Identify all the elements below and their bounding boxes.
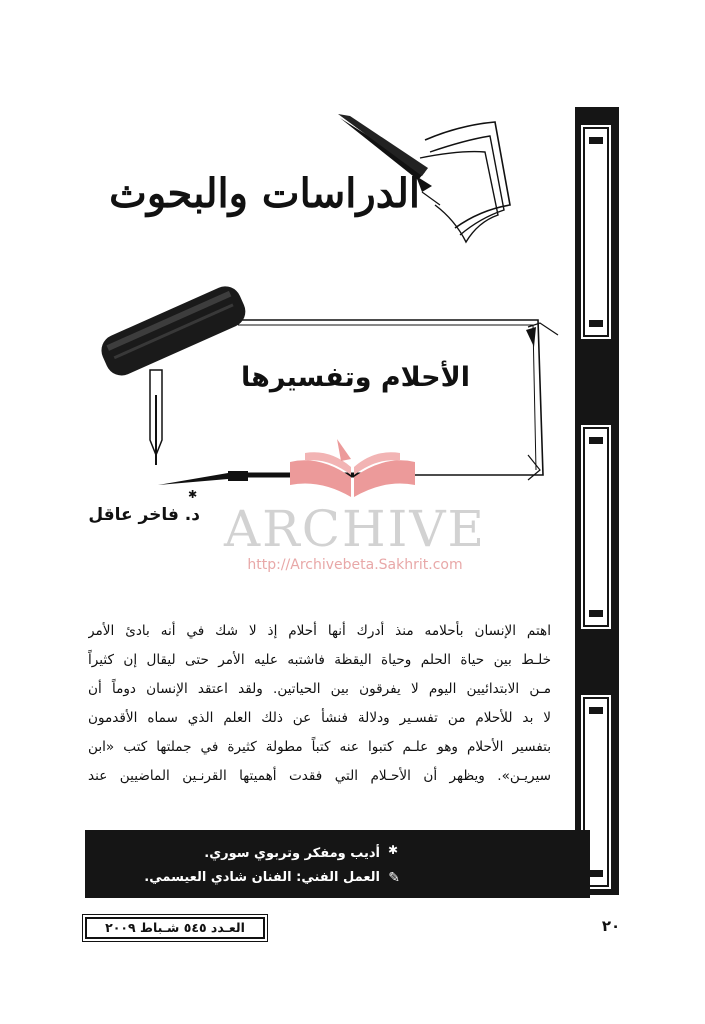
strip-panel [583,427,609,627]
watermark-name: ARCHIVE [224,500,486,558]
art-credit: العمل الفني: الفنان شادي العيسمي. [144,870,380,885]
author-marker: ✱ [188,488,198,501]
credit-marker: ✱ [387,843,398,857]
body-line: سيريـن». ويظهر أن الأحـلام التي فقدت أهميتها القرنـين الماضيين عند [88,768,551,784]
page-number: ٢٠ [601,917,621,935]
open-book-logo-icon [285,437,420,499]
strip-panel [583,127,609,337]
credits-band [85,830,590,898]
watermark-url: http://Archivebeta.Sakhrit.com [247,557,463,573]
body-line: بتفسير الأحلام وهو علـم كتبوا عنه كتباً مطولة كثيرة في جملتها كتب «ابن [88,739,551,755]
article-title: الأحلام وتفسيرها [240,362,470,393]
article-body [88,617,551,791]
body-line: مـن الابتدائيين اليوم لا يفرقون بين الحياتين. ولقد اعتقد الإنسان دوماً أن [88,681,551,697]
author-credit: أديب ومفكر وتربوي سوري. [204,846,380,861]
issue-label: العـدد ٥٤٥ شـباط ٢٠٠٩ [105,920,245,935]
section-title: الدراسات والبحوث [109,170,420,217]
body-line: لا بد للأحلام من تفسـير ودلالة فنشأ عن ذلك العلم الذي سماه الأقدمون [88,710,551,726]
author-name: د. فاخر عاقل [88,505,200,525]
issue-box [85,917,265,939]
body-line: اهتم الإنسان بأحلامه منذ أدرك أنها أحلام إذ لا شك في أنه بادئ الأمر [88,623,551,639]
decorative-side-strip [575,107,619,895]
body-line: خلـط بين حياة الحلم وحياة اليقظة فاشتبه عليه الأمر حتى ليقال إن كثيراً [88,652,551,668]
palette-icon: ✎ [388,870,400,886]
